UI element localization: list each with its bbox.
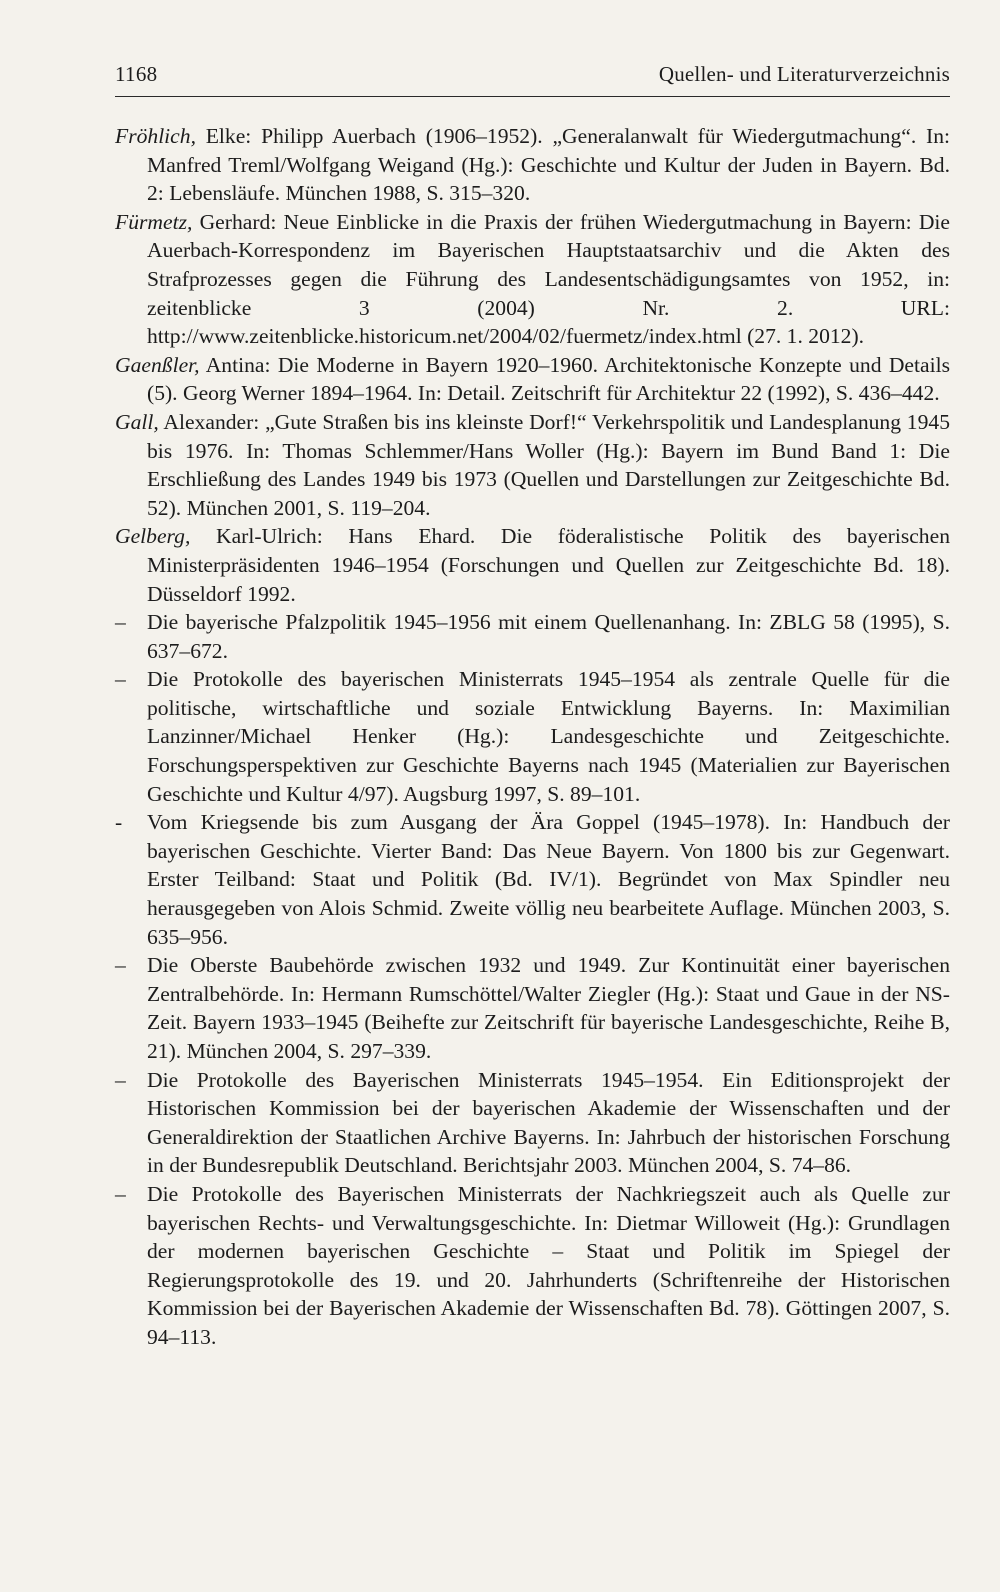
entry-text: Elke: Philipp Auerbach (1906–1952). „Generalanwalt für Wiedergutmachung“. In: Manfred Treml/Wolfgang Weigand (Hg.): Geschichte und Kultur der Juden in Bayern. Bd. 2: Lebensläufe. München 1988, S. 315–320. xyxy=(147,124,950,206)
page-number: 1168 xyxy=(115,62,158,86)
entry-text: Gerhard: Neue Einblicke in die Praxis der frühen Wiedergutmachung in Bayern: Die Auerbach-Korrespondenz im Bayerischen Hauptstaatsarchiv und die Akten des Strafprozesses gegen die Führung des Landesentschädigungsamtes von 1952, in: zeitenblicke 3 (2004) Nr. 2. URL: http://www.zeitenblicke.historicum.net/2004/02/fuermetz/index.html (27. 1. 2012). xyxy=(147,209,950,349)
bibliography-entry xyxy=(115,122,950,208)
entry-text: Vom Kriegsende bis zum Ausgang der Ära Goppel (1945–1978). In: Handbuch der bayerischen Geschichte. Vierter Band: Das Neue Bayern. Von 1800 bis zur Gegenwart. Erster Teilband: Staat und Politik (Bd. IV/1). Begründet von Max Spindler neu herausgegeben von Alois Schmid. Zweite völlig neu bearbeitete Auflage. München 2003, S. 635–956. xyxy=(147,810,950,949)
entry-text: Die Protokolle des bayerischen Ministerrats 1945–1954 als zentrale Quelle für die politische, wirtschaftliche und soziale Entwicklung Bayerns. In: Maximilian Lanzinner/Michael Henker (Hg.): Landesgeschichte und Zeitgeschichte. Forschungsperspektiven zur Geschichte Bayerns nach 1945 (Materialien zur Bayerischen Geschichte und Kultur 4/97). Augsburg 1997, S. 89–101. xyxy=(147,667,950,806)
bibliography-sub-entry xyxy=(115,1066,950,1180)
entry-dash: – xyxy=(115,610,126,635)
entry-text: Die Protokolle des Bayerischen Ministerrats 1945–1954. Ein Editionsprojekt der Historischen Kommission bei der bayerischen Akademie der Wissenschaften und der Generaldirektion der Staatlichen Archive Bayerns. In: Jahrbuch der historischen Forschung in der Bundesrepublik Deutschland. Berichtsjahr 2003. München 2004, S. 74–86. xyxy=(147,1067,950,1178)
bibliography-sub-entry xyxy=(115,665,950,808)
bibliography-sub-entry xyxy=(115,951,950,1065)
entry-dash: - xyxy=(115,810,123,835)
entry-text: Antina: Die Moderne in Bayern 1920–1960. Architektonische Konzepte und Details (5). Georg Werner 1894–1964. In: Detail. Zeitschrift für Architektur 22 (1992), S. 436–442. xyxy=(147,352,950,406)
entry-dash: – xyxy=(115,953,126,978)
bibliography-sub-entry xyxy=(115,808,950,951)
entry-dash: – xyxy=(115,1181,126,1206)
bibliography-sub-entry xyxy=(115,608,950,665)
entry-text: Alexander: „Gute Straßen bis ins kleinste Dorf!“ Verkehrspolitik und Landesplanung 1945 bis 1976. In: Thomas Schlemmer/Hans Woller (Hg.): Bayern im Bund Band 1: Die Erschließung des Landes 1949 bis 1973 (Quellen und Darstellungen zur Zeitgeschichte Bd. 52). München 2001, S. 119–204. xyxy=(147,409,950,520)
entry-text: Die bayerische Pfalzpolitik 1945–1956 mit einem Quellenanhang. In: ZBLG 58 (1995), S. 637–672. xyxy=(147,610,950,663)
entry-author: Fröhlich, xyxy=(115,124,196,148)
entry-author: Gall, xyxy=(115,409,159,434)
entry-author: Fürmetz, xyxy=(115,209,193,234)
bibliography-sub-entry xyxy=(115,1180,950,1352)
bibliography-entry xyxy=(115,408,950,522)
running-head: Quellen- und Literaturverzeichnis xyxy=(658,62,950,86)
entry-author: Gaenßler, xyxy=(115,352,200,377)
entry-text: Die Oberste Baubehörde zwischen 1932 und 1949. Zur Kontinuität einer bayerischen Zentralbehörde. In: Hermann Rumschöttel/Walter Ziegler (Hg.): Staat und Gaue in der NS-Zeit. Bayern 1933–1945 (Beihefte zur Zeitschrift für bayerische Landesgeschichte, Reihe B, 21). München 2004, S. 297–339. xyxy=(147,953,950,1063)
bibliography-entry xyxy=(115,208,950,351)
bibliography-entry xyxy=(115,351,950,408)
entry-dash: – xyxy=(115,1067,126,1092)
entry-text: Die Protokolle des Bayerischen Ministerrats der Nachkriegszeit auch als Quelle zur bayerischen Rechts- und Verwaltungsgeschichte. In: Dietmar Willoweit (Hg.): Grundlagen der modernen bayerischen Geschichte – Staat und Politik im Spiegel der Regierungsprotokolle des 19. und 20. Jahrhunderts (Schriftenreihe der Historischen Kommission bei der Bayerischen Akademie der Wissenschaften Bd. 78). Göttingen 2007, S. 94–113. xyxy=(147,1181,950,1349)
bibliography-list xyxy=(115,122,950,1352)
page-header xyxy=(115,58,950,97)
entry-dash: – xyxy=(115,667,126,692)
entry-text: Karl-Ulrich: Hans Ehard. Die föderalistische Politik des bayerischen Ministerpräsidenten 1946–1954 (Forschungen und Quellen zur Zeitgeschichte Bd. 18). Düsseldorf 1992. xyxy=(147,524,950,606)
bibliography-entry xyxy=(115,522,950,608)
entry-author: Gelberg, xyxy=(115,524,191,549)
